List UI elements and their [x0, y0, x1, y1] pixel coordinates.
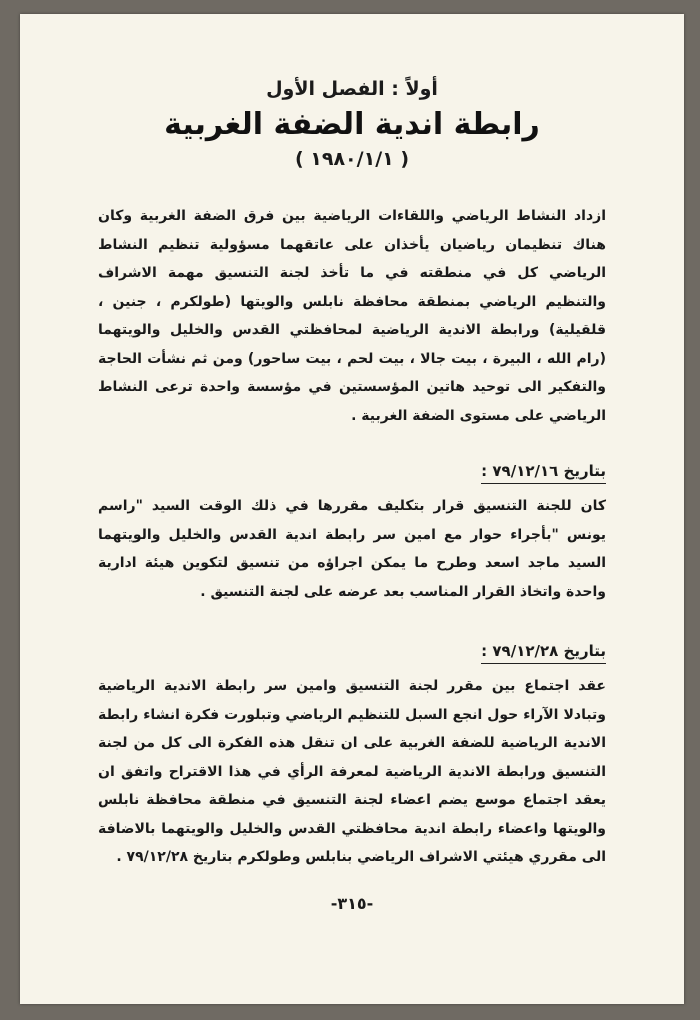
- intro-paragraph: ازداد النشاط الرياضي واللقاءات الرياضية بين فرق الضفة الغربية وكان هناك تنظيمان رياضيان يأخذان على عاتقهما مسؤولية تنظيم النشاط الرياضي كل في منطقته في ما تأخذ لجنة التنسيق مهمة الاشراف والتنظيم الرياضي بمنطقة محافظة نابلس والويتها (طولكرم ، جنين ، قلقيلية) ورابطة الاندية الرياضية لمحافظتي القدس والخليل والويتهما (رام الله ، البيرة ، بيت جالا ، بيت لحم ، بيت ساحور) ومن ثم نشأت الحاجة والتفكير الى توحيد هاتين المؤسستين في مؤسسة واحدة ترعى النشاط الرياضي على مستوى الضفة الغربية .: [98, 208, 606, 424]
- title-date: ( ١٩٨٠/١/١ ): [294, 148, 410, 170]
- section-1-paragraph: كان للجنة التنسيق قرار بتكليف مقررها في ذلك الوقت السيد "راسم يونس "بأجراء حوار مع امين سر رابطة اندية القدس والخليل والويتهما السيد ماجد اسعد وطرح ما يمكن اجراؤه من تنسيق لتكوين هيئة ادارية واحدة واتخاذ القرار المناسب بعد عرضه على لجنة التنسيق .: [98, 498, 606, 600]
- date-heading-1: بتاريخ ٧٩/١٢/١٦ :: [481, 460, 606, 484]
- heading-block: [20, 76, 684, 172]
- date-heading-2: بتاريخ ٧٩/١٢/٢٨ :: [481, 640, 606, 664]
- document-page: [20, 14, 684, 1004]
- page-title: رابطة اندية الضفة الغربية: [164, 107, 540, 142]
- section-2-paragraph: عقد اجتماع بين مقرر لجنة التنسيق وامين سر رابطة الاندية الرياضية وتبادلا الآراء حول انجع السبل للتنظيم الرياضي وتبلورت فكرة انشاء رابطة الاندية الرياضية للضفة الغربية على ان تنقل هذه الفكرة الى كل من لجنة التنسيق ورابطة الاندية الرياضية لمعرفة الرأي في هذا الاقتراح واتفق ان يعقد اجتماع موسع يضم اعضاء لجنة التنسيق في منطقة محافظة نابلس والويتها واعضاء رابطة اندية محافظتي القدس والخليل والويتهما بالاضافة الى مقرري هيئتي الاشراف الرياضي بنابلس وطولكرم بتاريخ ٧٩/١٢/٢٨ .: [98, 678, 606, 865]
- section-1979-12-16: [98, 460, 606, 606]
- page-number: -٣١٥-: [330, 894, 374, 913]
- intro-section: [98, 202, 606, 430]
- chapter-label: أولاً : الفصل الأول: [266, 78, 438, 100]
- section-1979-12-28: [98, 640, 606, 872]
